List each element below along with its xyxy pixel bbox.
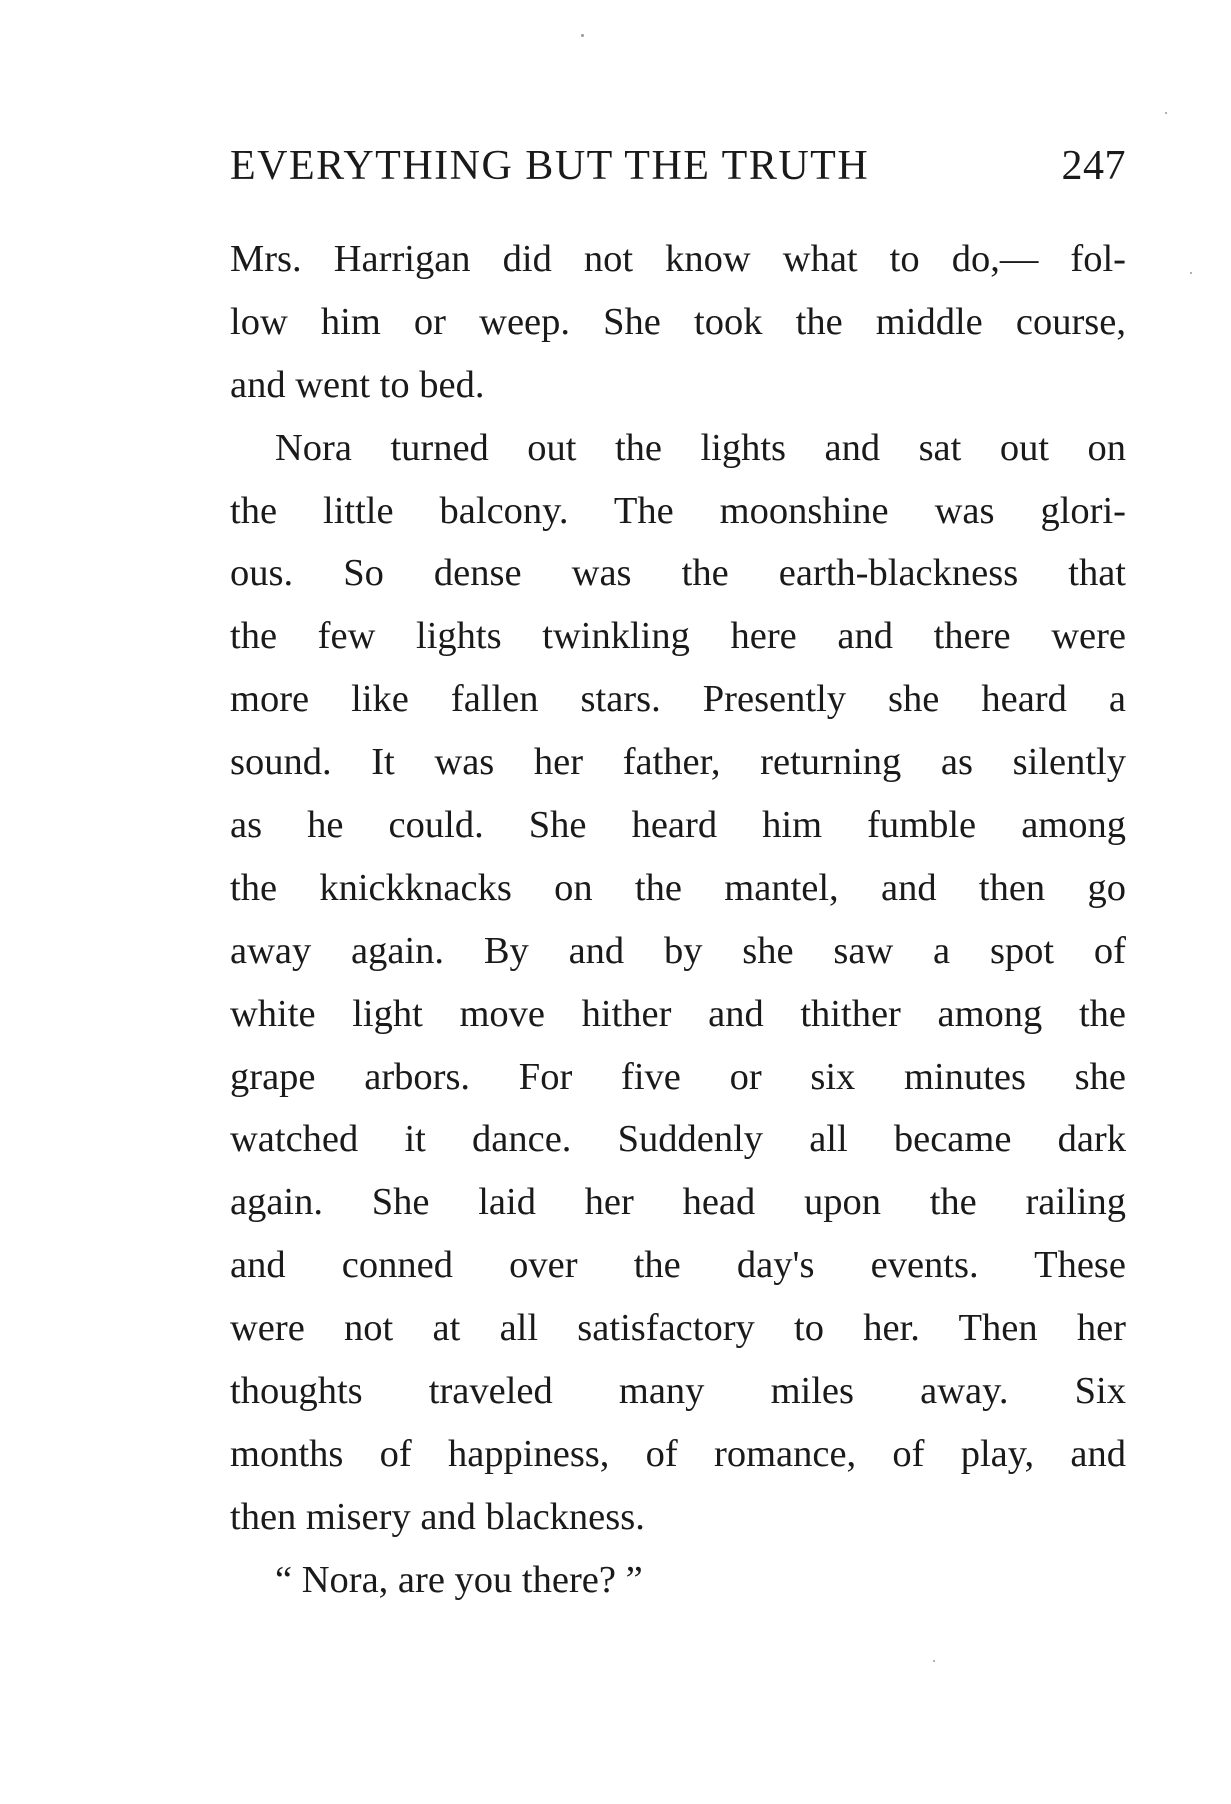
running-head [230,138,1126,194]
text-line: low him or weep. She took the middle course, [230,300,1126,343]
print-speck [581,34,584,37]
page-number: 247 [1061,143,1126,189]
print-speck [1165,112,1167,114]
running-title: EVERYTHING BUT THE TRUTH [230,143,870,189]
body-text [230,228,1126,1612]
print-speck [1190,272,1192,274]
text-line: the little balcony. The moonshine was glori- [230,489,1126,532]
text-line: and went to bed. [230,363,485,406]
text-line: sound. It was her father, returning as silently [230,741,1126,784]
text-line: as he could. She heard him fumble among [230,804,1126,847]
text-line: grape arbors. For five or six minutes she [230,1055,1126,1098]
text-line: watched it dance. Suddenly all became dark [230,1118,1126,1161]
text-line: Mrs. Harrigan did not know what to do,— fol- [230,238,1126,280]
text-line: away again. By and by she saw a spot of [230,929,1126,972]
text-line: “ Nora, are you there? ” [275,1558,643,1601]
text-line: thoughts traveled many miles away. Six [230,1370,1126,1413]
text-line: then misery and blackness. [230,1495,645,1538]
text-line: and conned over the day's events. These [230,1244,1126,1287]
text-line: Nora turned out the lights and sat out on [275,426,1126,469]
text-line: white light move hither and thither among the [230,992,1126,1035]
text-line: the knickknacks on the mantel, and then go [230,866,1126,909]
text-line: months of happiness, of romance, of play, and [230,1432,1126,1475]
print-speck [933,1660,935,1662]
text-line: the few lights twinkling here and there were [230,615,1126,658]
text-line: were not at all satisfactory to her. Then her [230,1307,1126,1350]
text-line: more like fallen stars. Presently she heard a [230,678,1126,721]
text-line: again. She laid her head upon the railing [230,1181,1126,1224]
text-line: ous. So dense was the earth-blackness that [230,552,1126,595]
